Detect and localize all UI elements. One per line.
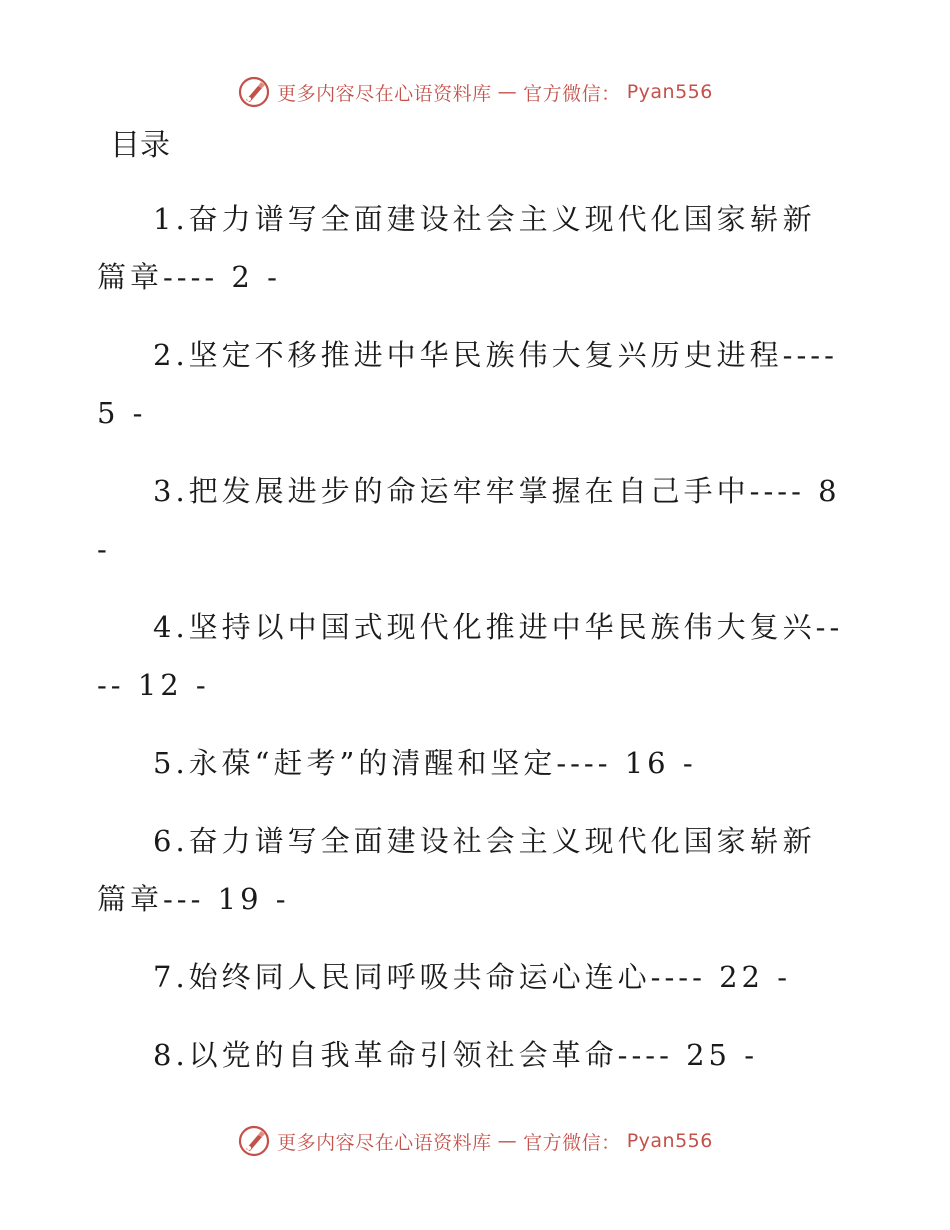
watermark-account-id: Pyan556	[626, 1130, 713, 1152]
header-watermark	[0, 72, 950, 112]
footer-watermark	[0, 1121, 950, 1161]
pen-logo-icon	[237, 75, 271, 109]
toc-heading: 目录	[110, 128, 170, 163]
toc-entry-5[interactable]: 5.永葆“赶考”的清醒和坚定---- 16 -	[153, 746, 697, 780]
watermark-text: 更多内容尽在心语资料库	[277, 82, 492, 105]
watermark-account-label: 官方微信：	[523, 82, 621, 105]
watermark-separator: —	[497, 81, 518, 103]
toc-entry-6[interactable]: 6.奋力谱写全面建设社会主义现代化国家崭新篇章--- 19 -	[97, 824, 816, 916]
toc-entry-4[interactable]: 4.坚持以中国式现代化推进中华民族伟大复兴---- 12 -	[97, 610, 844, 702]
watermark-text: 更多内容尽在心语资料库	[277, 1131, 492, 1154]
watermark-separator: —	[497, 1130, 518, 1152]
toc-entry-8[interactable]: 8.以党的自我革命引领社会革命---- 25 -	[153, 1038, 759, 1072]
toc-entry-1[interactable]: 1.奋力谱写全面建设社会主义现代化国家崭新篇章---- 2 -	[97, 202, 816, 294]
watermark-account-id: Pyan556	[626, 81, 713, 103]
pen-logo-icon	[237, 1124, 271, 1158]
watermark-account-label: 官方微信：	[523, 1131, 621, 1154]
toc-entry-2[interactable]: 2.坚定不移推进中华民族伟大复兴历史进程---- 5 -	[97, 338, 838, 430]
toc-entry-3[interactable]: 3.把发展进步的命运牢牢掌握在自己手中---- 8 -	[97, 474, 841, 566]
toc-entry-7[interactable]: 7.始终同人民同呼吸共命运心连心---- 22 -	[153, 960, 792, 994]
toc-list	[97, 190, 847, 1104]
